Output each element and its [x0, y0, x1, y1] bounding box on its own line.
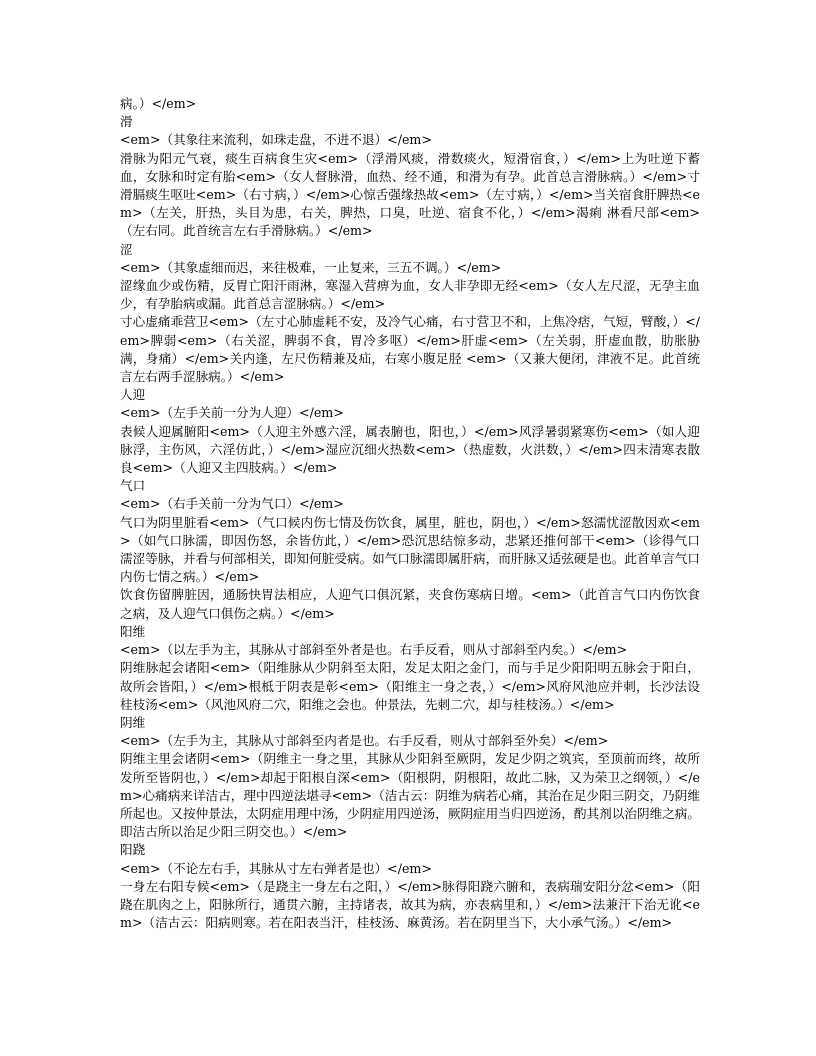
text-line: 病。）</em>	[120, 96, 197, 111]
text-paragraph: 阴维脉起会诸阳<em>（阳维脉从少阴斜至太阳，发足太阳之金门，而与手足少阳阳明五脉会于阳白，故所会皆阳，）</em>根柢于阴表是彰<em>（阳维主一身之表，）</em>风府风池应并刺，长沙法设桂枝汤<em>（风池风府二穴，阳维之会也。仲景法，先刺二穴，却与桂枝汤。）</em>	[120, 660, 700, 712]
text-paragraph: 气口为阴里脏看<em>（气口候内伤七情及伤饮食，属里，脏也，阴也，）</em>怒濡忧涩散因欢<em>（如气口脉濡，即因伤怒，余皆仿此，）</em>恐沉思结惊多动，悲紧还推何部干<em>（诊得气口濡涩等脉，并看与何部相关，即知何脏受病。如气口脉濡即属肝病，而肝脉又适弦硬是也。此首单言气口内伤七情之病。）</em>	[120, 514, 700, 585]
text-line: <em>（其象虚细而迟，来往极难，一止复来，三五不调。）</em>	[120, 259, 502, 275]
text-line: <em>（左手关前一分为人迎）</em>	[120, 405, 344, 421]
section-heading: 阳维	[120, 623, 146, 639]
text-line: <em>（左手为主，其脉从寸部斜至内者是也。右手反看，则从寸部斜至外矣）</em>	[120, 733, 609, 749]
text-paragraph: 一身左右阳专候<em>（是跷主一身左右之阳，）</em>脉得阳跷六腑和，表病瑞安阳分忿<em>（阳跷在肌肉之上，阳脉所行，通贯六腑，主持诸表，故其为病，亦表病里和，）</em>法兼汗下治无讹<em>（洁古云：阳病则寒。若在阳表当汗，桂枝汤、麻黄汤。若在阴里当下，大小承气汤。）</em>	[120, 878, 700, 931]
section-heading: 阴维	[120, 714, 146, 730]
text-line: <em>（以左手为主，其脉从寸部斜至外者是也。右手反看，则从寸部斜至内矣。）</em>	[120, 642, 628, 658]
text-paragraph: 寸心虚痛乖营卫<em>（左寸心肺虚耗不安，及冷气心痛，右寸营卫不和，上焦冷痞，气短，臂酸，）</em>脾弱<em>（右关涩，脾弱不食，胃冷多呕）</em>肝虚<em>（左关弱，肝虚血散，肋胀胁满，身痛）</em>关内逢，左尺伤精兼及疝，右寒小腹足胫 <em>（又兼大便闭，津液不足。此首统言左右两手涩脉病。）</em>	[120, 314, 700, 385]
section-heading: 阳跷	[120, 842, 146, 858]
text-paragraph: 滑脉为阳元气衰，痰生百病食生灾<em>（浮滑风痰，滑数痰火，短滑宿食，）</em>上为吐逆下蓄血，女脉和时定有胎<em>（女人督脉滑，血热、经不通，和滑为有孕。此首总言滑脉病。）</em>寸滑膈痰生呕吐<em>（右寸病，）</em>心惊舌强缘热故<em>（左寸病，）</em>当关宿食肝脾热<em>（左关，肝热，头目为患，右关，脾热，口臭，吐逆、宿食不化，）</em>渴痢 淋看尺部<em>（左右同。此首统言左右手滑脉病。）</em>	[120, 150, 700, 239]
section-heading: 气口	[120, 478, 146, 494]
section-heading: 人迎	[120, 387, 146, 403]
text-line: <em>（不论左右手，其脉从寸左右弹者是也）</em>	[120, 860, 432, 876]
section-heading: 涩	[120, 241, 133, 257]
text-line: <em>（右手关前一分为气口）</em>	[120, 496, 344, 512]
text-paragraph: 表候人迎属腑阳<em>（人迎主外感六淫，属表腑也，阳也，）</em>风浮暑弱紧寒伤<em>（如人迎脉浮，主伤风，六淫仿此，）</em>湿应沉细火热数<em>（热虚数，火洪数，）</em>四末清寒表散良<em>（人迎又主四肢病。）</em>	[120, 423, 700, 476]
document-page	[120, 95, 700, 932]
text-paragraph: 涩缘血少或伤精，反胃亡阳汗雨淋，寒湿入营痹为血，女人非孕即无经<em>（女人左尺涩，无孕主血少，有孕胎病或漏。此首总言涩脉病。）</em>	[120, 278, 700, 312]
section-heading: 滑	[120, 114, 133, 130]
text-paragraph: 饮食伤留脾脏因，通肠快胃法相应，人迎气口俱沉紧，夹食伤寒病日增。<em>（此首言气口内伤饮食之病，及人迎气口俱伤之病。）</em>	[120, 587, 700, 621]
text-paragraph: 阴维主里会诸阴<em>（阴维主一身之里，其脉从少阳斜至厥阴，发足少阴之筑宾，至顶前而终，故所发所至皆阴也，）</em>却起于阳根自深<em>（阳根阴，阴根阳，故此二脉，又为荣卫之纲领，）</em>心痛病来详洁古，理中四逆法堪寻<em>（洁古云：阴维为病若心痛，其治在足少阳三阴交，乃阴维所起也。又按仲景法，太阴症用理中汤，少阴症用四逆汤，厥阴症用当归四逆汤，酌其剂以治阴维之病。即洁古所以治足少阳三阴交也。）</em>	[120, 751, 700, 840]
text-line: <em>（其象往来流利，如珠走盘，不进不退）</em>	[120, 132, 432, 148]
